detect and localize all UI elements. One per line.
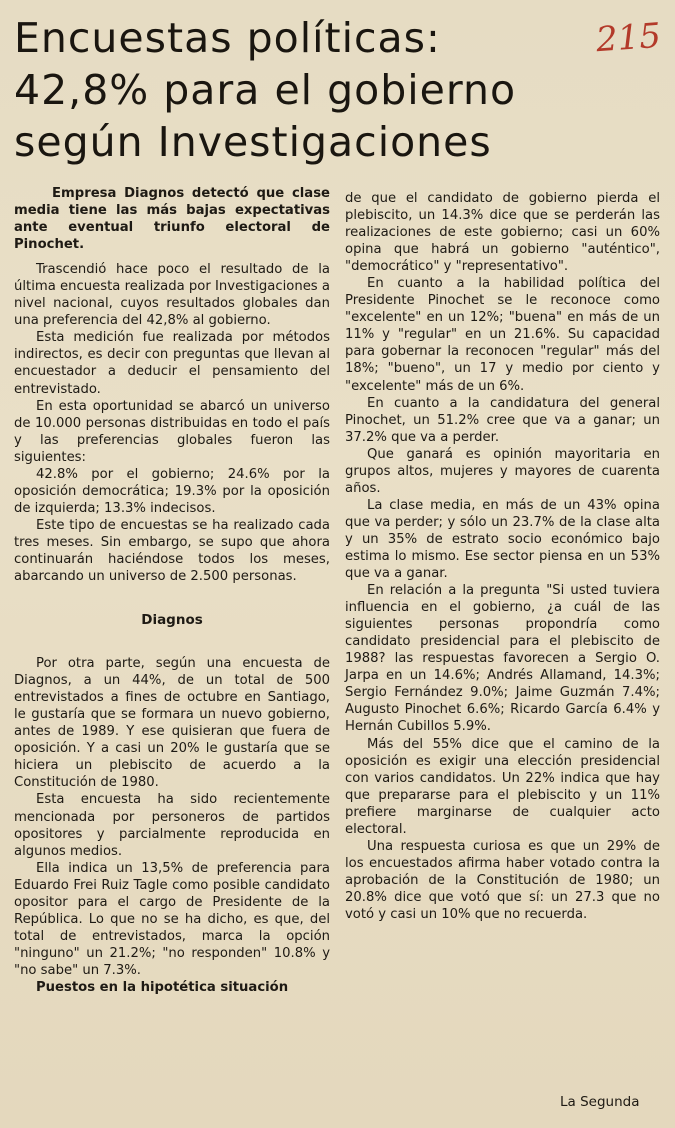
body-paragraph: Este tipo de encuestas se ha realizado cada tres meses. Sin embargo, se supo que ahora continuarán haciéndose todos los meses, abarcando un universo de 2.500 personas. <box>14 517 330 585</box>
source-credit: La Segunda <box>560 1094 640 1110</box>
body-paragraph: 42.8% por el gobierno; 24.6% por la oposición democrática; 19.3% por la oposición de izquierda; 13.3% indecisos. <box>14 466 330 516</box>
body-paragraph: En esta oportunidad se abarcó un universo de 10.000 personas distribuidas en todo el país y las preferencias globales fueron las siguientes: <box>14 398 330 465</box>
body-paragraph: Ella indica un 13,5% de preferencia para Eduardo Frei Ruiz Tagle como posible candidato opositor para el cargo de Presidente de la República. Lo que no se ha dicho, es que, del total de entrevistados, marca la opción "ninguno" un 21.2%; "no responden" 10.8% y "no sabe" un 7.3%. <box>14 860 330 978</box>
body-paragraph: Una respuesta curiosa es que un 29% de los encuestados afirma haber votado contra la aprobación de la Constitución de 1980; un 20.8% dice que votó que sí: un 27.3 que no votó y casi un 10% que no recuerda. <box>345 838 660 922</box>
lead-paragraph: Empresa Diagnos detectó que clase media tiene las más bajas expectativas ante eventual triunfo electoral de Pinochet. <box>14 186 330 253</box>
body-paragraph: Puestos en la hipotética situación <box>36 979 289 995</box>
right-column <box>345 190 660 923</box>
body-paragraph: En cuanto a la habilidad política del Presidente Pinochet se le reconoce como "excelente" en un 12%; "buena" en más de un 11% y "regular" en un 21.6%. Su capacidad para gobernar la reconocen "regular" más del 18%; "bueno", un 17 y medio por ciento y "excelente" más de un 6%. <box>345 276 660 394</box>
headline <box>14 12 614 168</box>
headline-line-1: Encuestas políticas: <box>14 14 441 62</box>
section-subhead: Diagnos <box>141 612 203 629</box>
body-paragraph: de que el candidato de gobierno pierda el plebiscito, un 14.3% dice que se perderán las realizaciones de este gobierno; casi un 60% opina que habrá un gobierno "auténtico", "democrático" y "representativo". <box>345 191 660 275</box>
body-paragraph: Que ganará es opinión mayoritaria en grupos altos, mujeres y mayores de cuarenta años. <box>345 446 660 496</box>
body-paragraph: En cuanto a la candidatura del general Pinochet, un 51.2% cree que va a ganar; un 37.2% que va a perder. <box>345 395 660 445</box>
headline-line-2: 42,8% para el gobierno <box>14 66 517 114</box>
body-paragraph: En relación a la pregunta "Si usted tuviera influencia en el gobierno, ¿a cuál de las siguientes personas propondría como candidato presidencial para el plebiscito de 1988? las respuestas favorecen a Sergio O. Jarpa en un 14.6%; Andrés Allamand, 14.3%; Sergio Fernández 9.0%; Jaime Guzmán 7.4%; Augusto Pinochet 6.6%; Ricardo García 6.4% y Hernán Cubillos 5.9%. <box>345 583 660 735</box>
body-paragraph: Esta encuesta ha sido recientemente mencionada por personeros de partidos opositores y parcialmente reproducida en algunos medios. <box>14 792 330 859</box>
left-column <box>14 185 330 996</box>
body-paragraph: Por otra parte, según una encuesta de Diagnos, a un 44%, de un total de 500 entrevistados a fines de octubre en Santiago, le gustaría que se formara un nuevo gobierno, antes de 1989. Y ese quisieran que fuera de oposición. Y a casi un 20% le gustaría que se hiciera un plebiscito de acuerdo a la Constitución de 1980. <box>14 656 330 791</box>
body-paragraph: Esta medición fue realizada por métodos indirectos, es decir con preguntas que llevan al encuestador a deducir el pensamiento del entrevistado. <box>14 330 330 397</box>
body-paragraph: Trascendió hace poco el resultado de la última encuesta realizada por Investigaciones a nivel nacional, cuyos resultados globales dan una preferencia del 42,8% al gobierno. <box>14 262 330 329</box>
handwritten-page-number: 215 <box>594 15 663 61</box>
body-paragraph: Más del 55% dice que el camino de la oposición es exigir una elección presidencial con varios candidatos. Un 22% indica que hay que prepararse para el plebiscito y un 11% prefiere marginarse de cualquier acto electoral. <box>345 736 660 837</box>
body-paragraph: La clase media, en más de un 43% opina que va perder; y sólo un 23.7% de la clase alta y un 35% de estrato socio económico bajo estima lo mismo. Ese sector piensa en un 53% que va a ganar. <box>345 497 660 582</box>
headline-line-3: según Investigaciones <box>14 118 492 166</box>
